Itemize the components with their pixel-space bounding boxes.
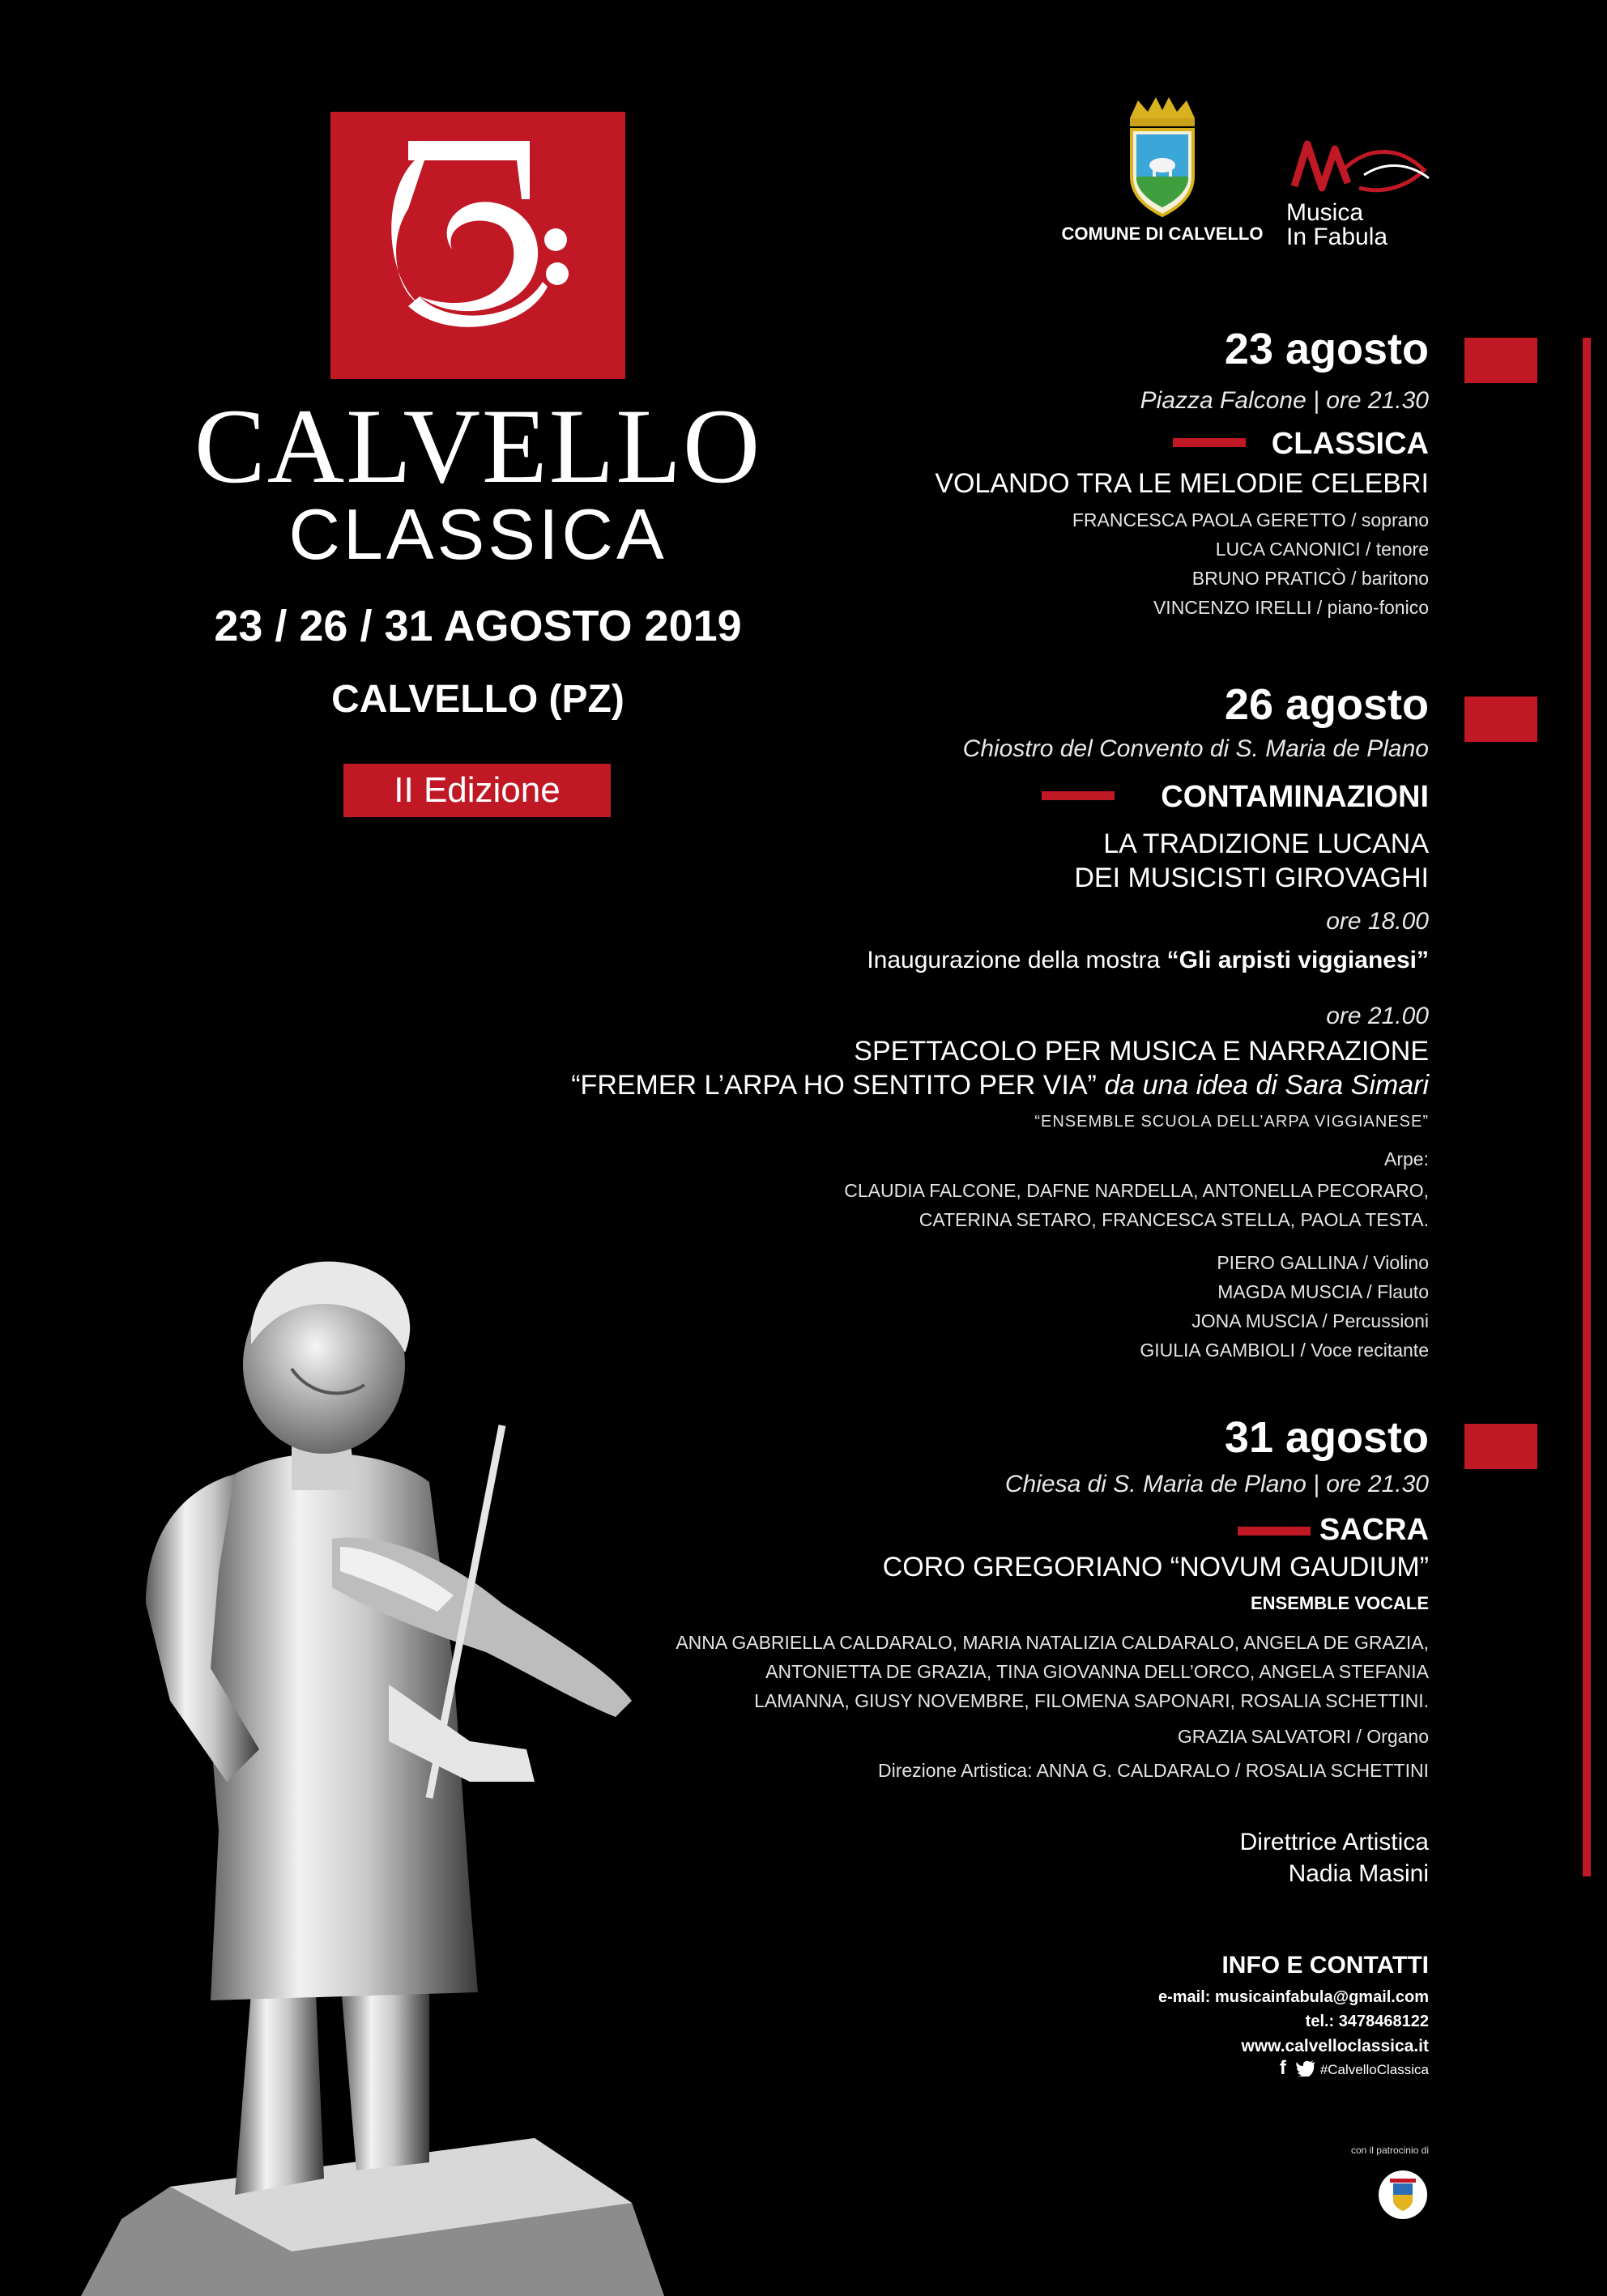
- show-author: da una idea di Sara Simari: [1096, 1070, 1429, 1101]
- event2-date: 26 agosto: [1224, 680, 1429, 729]
- coat-of-arms-icon: [1122, 96, 1203, 217]
- event1-venue: Piazza Falcone | ore 21.30: [1140, 387, 1429, 414]
- festival-title: CALVELLO: [194, 386, 762, 505]
- festival-dates: 23 / 26 / 31 AGOSTO 2019: [214, 602, 742, 650]
- contact-phone[interactable]: tel.: 3478468122: [1305, 2013, 1429, 2030]
- event1-performer: LUCA CANONICI / tenore: [1215, 539, 1429, 560]
- event2-performer: MAGDA MUSCIA / Flauto: [1217, 1281, 1429, 1302]
- comune-logo: [1053, 96, 1272, 245]
- event2-program-line2: DEI MUSICISTI GIROVAGHI: [1074, 863, 1429, 893]
- edition-badge: II Edizione: [343, 764, 611, 817]
- event2-venue: Chiostro del Convento di S. Maria de Plano: [962, 735, 1429, 762]
- event3-members-line1: ANNA GABRIELLA CALDARALO, MARIA NATALIZIA CALDARALO, ANGELA DE GRAZIA,: [676, 1632, 1429, 1653]
- timeline-bar: [1583, 338, 1591, 1876]
- event-marker-3: [1464, 1424, 1537, 1469]
- event2-time1: ore 18.00: [1326, 908, 1429, 935]
- event3-organ: GRAZIA SALVATORI / Organo: [1177, 1726, 1429, 1747]
- event3-program: CORO GREGORIANO “NOVUM GAUDIUM”: [882, 1552, 1429, 1582]
- event2-show-line2: [571, 1069, 1429, 1102]
- event1-performer: VINCENZO IRELLI / piano-fonico: [1153, 597, 1429, 618]
- festival-place: CALVELLO (PZ): [331, 678, 624, 721]
- festival-subtitle: CLASSICA: [288, 494, 667, 574]
- contacts-title: INFO E CONTATTI: [1221, 1952, 1429, 1979]
- twitter-icon[interactable]: [1296, 2060, 1315, 2077]
- event1-performer: FRANCESCA PAOLA GERETTO / soprano: [1072, 509, 1429, 530]
- event2-performer: PIERO GALLINA / Violino: [1217, 1252, 1429, 1273]
- director-name: Nadia Masini: [1288, 1860, 1429, 1887]
- director-label: Direttrice Artistica: [1239, 1829, 1429, 1855]
- mif-line1: Musica: [1286, 199, 1364, 226]
- event2-arpe-label: Arpe:: [1384, 1148, 1429, 1169]
- event2-show-line1: SPETTACOLO PER MUSICA E NARRAZIONE: [854, 1036, 1429, 1067]
- patronage-seal-icon: [1379, 2170, 1427, 2219]
- violinist-statue-image: [49, 1182, 713, 2296]
- event2-time2: ore 21.00: [1326, 1003, 1429, 1029]
- social-row: [1280, 2057, 1429, 2080]
- event2-ensemble: “ENSEMBLE SCUOLA DELL’ARPA VIGGIANESE”: [1034, 1113, 1429, 1131]
- event1-genre: CLASSICA: [1271, 427, 1429, 461]
- event2-performer: JONA MUSCIA / Percussioni: [1191, 1310, 1429, 1331]
- contact-website[interactable]: www.calvelloclassica.it: [1241, 2037, 1429, 2055]
- event1-program: VOLANDO TRA LE MELODIE CELEBRI: [935, 468, 1429, 499]
- event3-members-line3: LAMANNA, GIUSY NOVEMBRE, FILOMENA SAPONARI, ROSALIA SCHETTINI.: [754, 1690, 1429, 1711]
- event3-date: 31 agosto: [1224, 1413, 1429, 1462]
- event1-performer: BRUNO PRATICÒ / baritono: [1191, 568, 1429, 589]
- event2-arpe-line1: CLAUDIA FALCONE, DAFNE NARDELLA, ANTONELLA PECORARO,: [844, 1180, 1429, 1201]
- event2-arpe-line2: CATERINA SETARO, FRANCESCA STELLA, PAOLA TESTA.: [919, 1209, 1429, 1230]
- contact-email[interactable]: e-mail: musicainfabula@gmail.com: [1157, 1988, 1429, 2006]
- hashtag: #CalvelloClassica: [1319, 2062, 1429, 2077]
- inaug-prefix: Inaugurazione della mostra: [867, 947, 1167, 973]
- genre-dash: [1173, 438, 1246, 447]
- event2-performer: GIULIA GAMBIOLI / Voce recitante: [1140, 1340, 1429, 1361]
- festival-logo: [330, 112, 625, 379]
- event2-program-line1: LA TRADIZIONE LUCANA: [1103, 829, 1429, 859]
- event3-genre: SACRA: [1319, 1513, 1429, 1547]
- mif-line2: In Fabula: [1286, 224, 1388, 250]
- wave-logo-icon: [1286, 138, 1440, 202]
- event1-date: 23 agosto: [1224, 325, 1429, 373]
- event3-members-line2: ANTONIETTA DE GRAZIA, TINA GIOVANNA DELL’ORCO, ANGELA STEFANIA: [765, 1661, 1429, 1682]
- bass-clef-icon: [330, 112, 625, 379]
- genre-dash: [1238, 1527, 1311, 1536]
- facebook-icon[interactable]: f: [1279, 2057, 1286, 2079]
- event2-genre: CONTAMINAZIONI: [1161, 780, 1429, 814]
- event-marker-1: [1464, 338, 1537, 383]
- inaug-title: “Gli arpisti viggianesi”: [1166, 947, 1429, 973]
- event2-inauguration: [867, 946, 1429, 975]
- event3-ensemble: ENSEMBLE VOCALE: [1250, 1593, 1429, 1613]
- musica-in-fabula-logo: [1286, 138, 1440, 249]
- show-title: “FREMER L’ARPA HO SENTITO PER VIA”: [571, 1070, 1097, 1101]
- genre-dash: [1042, 791, 1115, 800]
- event3-venue: Chiesa di S. Maria de Plano | ore 21.30: [1004, 1471, 1429, 1497]
- event3-direction: Direzione Artistica: ANNA G. CALDARALO / ROSALIA SCHETTINI: [878, 1760, 1429, 1781]
- event-marker-2: [1464, 696, 1537, 742]
- patronage-label: con il patrocinio di: [1350, 2145, 1429, 2156]
- comune-name: COMUNE DI CALVELLO: [1061, 224, 1264, 244]
